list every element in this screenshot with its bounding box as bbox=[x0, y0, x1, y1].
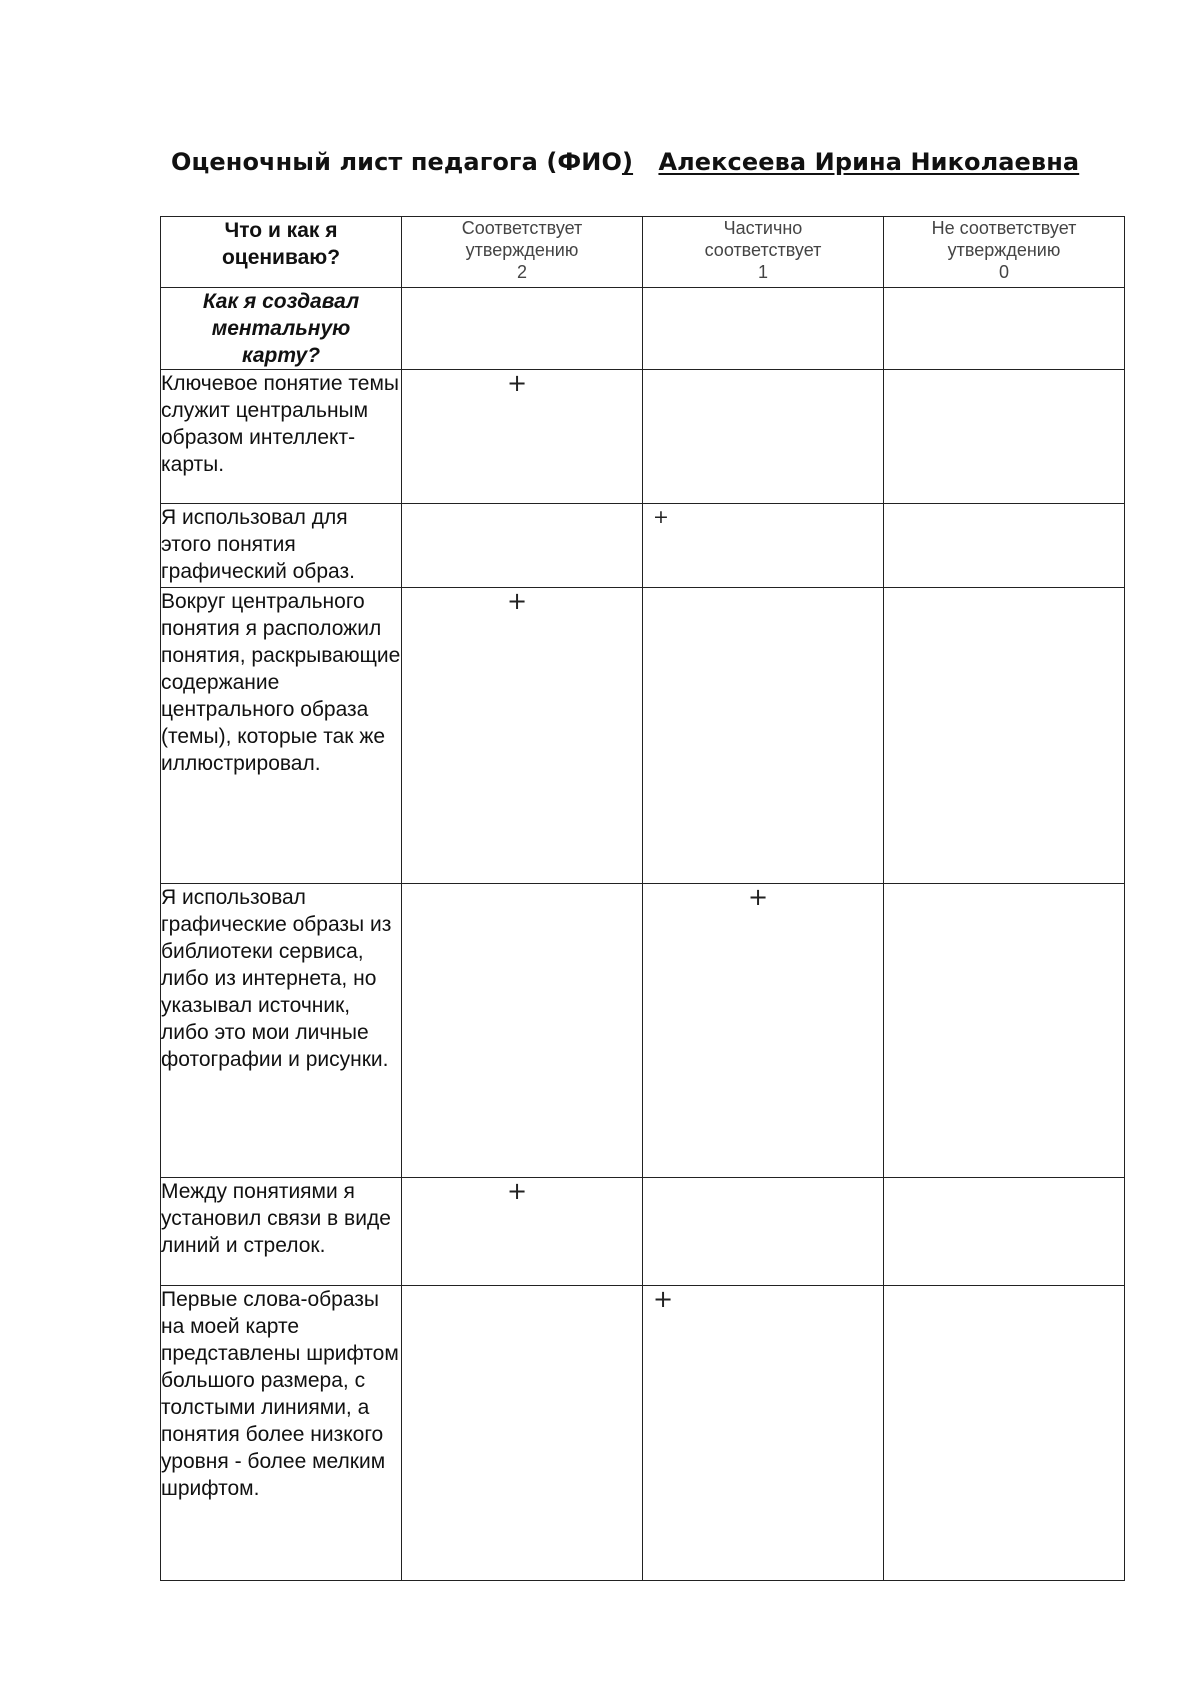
header-partial-label: Частично соответствует bbox=[704, 218, 822, 260]
teacher-name: Алексеева Ирина Николаевна bbox=[658, 148, 1080, 176]
mark-full bbox=[402, 884, 643, 1178]
table-row bbox=[161, 504, 1125, 588]
mark-partial bbox=[643, 370, 884, 504]
criterion-cell: Первые слова-образы на моей карте представлены шрифтом большого размера, с толстыми линиями, а понятия более низкого уровня - более мелким шрифтом. bbox=[161, 1286, 402, 1581]
table-row bbox=[161, 1178, 1125, 1286]
section-row bbox=[161, 288, 1125, 370]
criterion-cell: Вокруг центрального понятия я расположил понятия, раскрывающие содержание центрального образа (темы), которые так же иллюстрировал. bbox=[161, 588, 402, 884]
table-row bbox=[161, 884, 1125, 1178]
mark-none bbox=[884, 370, 1125, 504]
mark-none bbox=[884, 588, 1125, 884]
section-empty-cell bbox=[884, 288, 1125, 370]
table-row bbox=[161, 588, 1125, 884]
header-partial bbox=[643, 217, 884, 288]
title-bracket: ) bbox=[621, 148, 634, 176]
page-title bbox=[171, 148, 1079, 176]
mark-full: + bbox=[402, 1178, 643, 1286]
section-empty-cell bbox=[402, 288, 643, 370]
table-row bbox=[161, 370, 1125, 504]
header-question bbox=[161, 217, 402, 288]
mark-full: + bbox=[402, 588, 643, 884]
mark-partial: + bbox=[643, 1286, 884, 1581]
mark-none bbox=[884, 1286, 1125, 1581]
mark-partial: + bbox=[643, 504, 884, 588]
section-empty-cell bbox=[643, 288, 884, 370]
title-prefix: Оценочный лист педагога (ФИО bbox=[171, 148, 622, 176]
mark-none bbox=[884, 504, 1125, 588]
criterion-cell: Ключевое понятие темы служит центральным образом интеллект-карты. bbox=[161, 370, 402, 504]
table-row bbox=[161, 1286, 1125, 1581]
mark-full bbox=[402, 1286, 643, 1581]
mark-none bbox=[884, 884, 1125, 1178]
criterion-cell: Между понятиями я установил связи в виде линий и стрелок. bbox=[161, 1178, 402, 1286]
mark-none bbox=[884, 1178, 1125, 1286]
section-title-cell bbox=[161, 288, 402, 370]
header-full-label: Соответствует утверждению bbox=[461, 218, 583, 260]
mark-full: + bbox=[402, 370, 643, 504]
header-full-score: 2 bbox=[516, 262, 527, 282]
assessment-table bbox=[160, 216, 1125, 1581]
header-none-score: 0 bbox=[998, 262, 1009, 282]
mark-partial bbox=[643, 1178, 884, 1286]
criterion-cell: Я использовал графические образы из библиотеки сервиса, либо из интернета, но указывал источник, либо это мои личные фотографии и рисунки. bbox=[161, 884, 402, 1178]
header-none bbox=[884, 217, 1125, 288]
header-none-label: Не соответствует утверждению bbox=[931, 218, 1077, 260]
section-title: Как я создавал ментальную карту? bbox=[202, 290, 360, 367]
mark-partial: + bbox=[643, 884, 884, 1178]
mark-partial bbox=[643, 588, 884, 884]
mark-full bbox=[402, 504, 643, 588]
header-question-text: Что и как я оцениваю? bbox=[221, 219, 341, 269]
header-full bbox=[402, 217, 643, 288]
header-partial-score: 1 bbox=[757, 262, 768, 282]
header-row bbox=[161, 217, 1125, 288]
criterion-cell: Я использовал для этого понятия графический образ. bbox=[161, 504, 402, 588]
